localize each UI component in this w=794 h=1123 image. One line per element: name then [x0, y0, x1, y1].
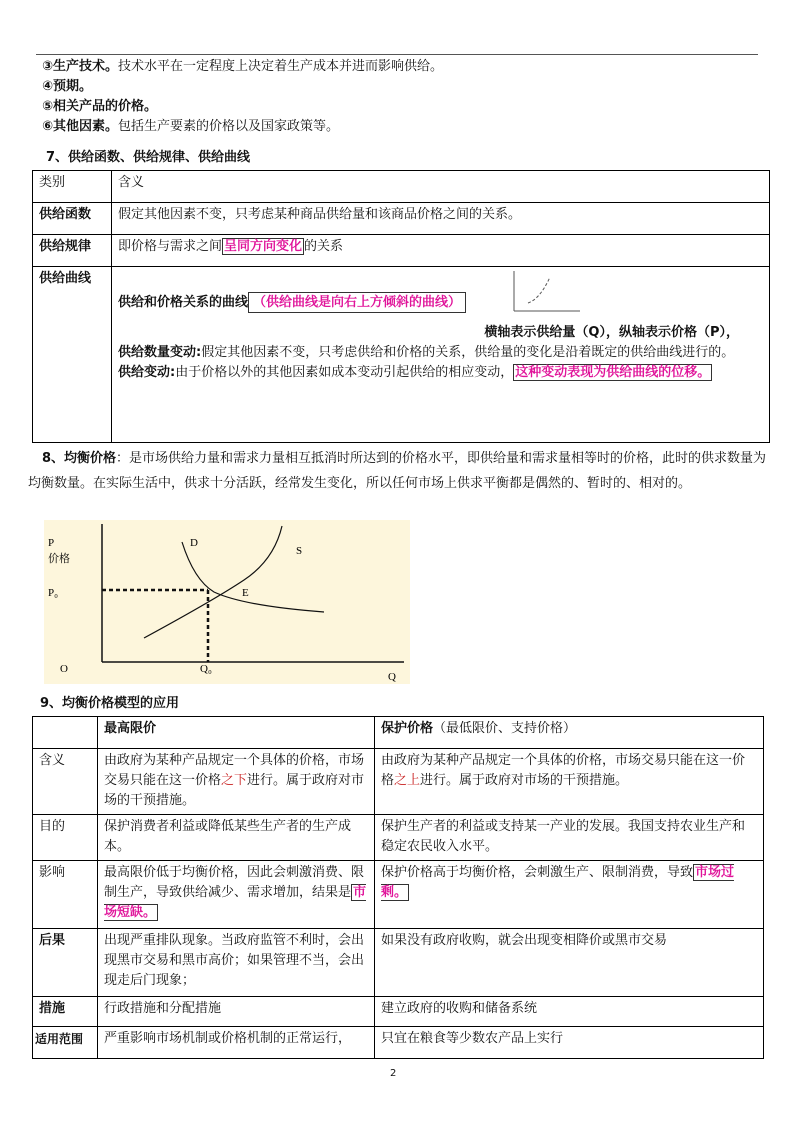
curve-relation-label: 供给和价格关系的曲线	[118, 295, 249, 310]
quantity-change: 供给数量变动:假定其他因素不变，只考虑供给和价格的关系，供给量的变化是沿着既定的供给曲线进行的。	[118, 345, 735, 360]
label-price: 价格	[48, 552, 70, 565]
row-purpose-label: 目的	[33, 815, 98, 861]
axis-note: 横轴表示供给量（Q），纵轴表示价格（P），	[484, 325, 739, 340]
curve-relation-hot: （供给曲线是向右上方倾斜的曲线）	[248, 292, 466, 313]
price-model-table	[32, 716, 764, 1059]
page-number: 2	[390, 1068, 397, 1079]
equilibrium-chart	[44, 520, 410, 684]
item-other: ⑥其他因素。包括生产要素的价格以及国家政策等。	[42, 119, 340, 134]
label-p0: P₀	[48, 587, 58, 599]
row-effect-label: 影响	[33, 861, 98, 929]
header-rule	[36, 54, 758, 55]
item-related-price: ⑤相关产品的价格。	[42, 99, 158, 114]
row-measure-label: 措施	[33, 997, 98, 1027]
max-effect: 最高限价低于均衡价格，因此会刺激消费、限制生产，导致供给减少、需求增加，结果是 市场短缺。	[98, 861, 375, 929]
section7-heading: 7、供给函数、供给规律、供给曲线	[46, 150, 251, 165]
protect-scope: 只宜在粮食等少数农产品上实行	[375, 1027, 764, 1059]
section8-paragraph: 8、均衡价格：是市场供给力量和需求力量相互抵消时所达到的价格水平，即供给量和需求量相等时的价格，此时的供求数量为均衡数量。在实际生活中，供求十分活跃，经常发生变化，所以任何市场上供求平衡都是偶然的、暂时的、相对的。	[28, 451, 767, 491]
max-meaning: 由政府为某种产品规定一个具体的价格，市场交易只能在这一价格之下进行。属于政府对市场的干预措施。	[98, 749, 375, 815]
label-s: S	[296, 545, 303, 557]
protect-purpose: 保护生产者的利益或支持某一产业的发展。我国支持农业生产和稳定农民收入水平。	[375, 815, 764, 861]
label-e: E	[242, 587, 249, 599]
item-expectation: ④预期。	[42, 79, 93, 94]
row-law-text: 即价格与需求之间 呈同方向变化 的关系	[112, 235, 770, 267]
label-p: P	[48, 537, 55, 549]
protect-measure: 建立政府的收购和储备系统	[375, 997, 764, 1027]
corner-cell	[33, 717, 98, 749]
supply-table	[32, 170, 770, 443]
mini-supply-curve-icon	[510, 269, 590, 317]
supply-change: 供给变动:由于价格以外的其他因素如成本变动引起供给的相应变动， 这种变动表现为供给曲线的位移。	[118, 365, 711, 380]
label-d: D	[190, 537, 198, 549]
item-technology: ③生产技术。技术水平在一定程度上决定着生产成本并进而影响供给。	[42, 59, 444, 74]
max-scope: 严重影响市场机制或价格机制的正常运行，	[98, 1027, 375, 1059]
header-protect-price: 保护价格（最低限价、支持价格）	[375, 717, 764, 749]
max-purpose: 保护消费者利益或降低某些生产者的生产成本。	[98, 815, 375, 861]
max-result: 出现严重排队现象。当政府监管不利时，会出现黑市交易和黑市高价；如果管理不当，会出现走后门现象；	[98, 929, 375, 997]
row-function-text: 假定其他因素不变，只考虑某种商品供给量和该商品价格之间的关系。	[112, 203, 770, 235]
protect-meaning: 由政府为某种产品规定一个具体的价格，市场交易只能在这一价格之上进行。属于政府对市场的干预措施。	[375, 749, 764, 815]
max-measure: 行政措施和分配措施	[98, 997, 375, 1027]
header-category: 类别	[33, 171, 112, 203]
header-meaning: 含义	[112, 171, 770, 203]
row-law-label: 供给规律	[33, 235, 112, 267]
protect-effect: 保护价格高于均衡价格，会刺激生产、限制消费，导致 市场过剩。	[375, 861, 764, 929]
header-max-price: 最高限价	[98, 717, 375, 749]
row-result-label: 后果	[33, 929, 98, 997]
row-curve-label: 供给曲线	[33, 267, 112, 443]
label-q0: Q₀	[200, 663, 212, 675]
section9-heading: 9、均衡价格模型的应用	[40, 696, 180, 711]
chart-background	[44, 520, 410, 684]
label-origin: O	[60, 663, 68, 675]
row-curve-content	[112, 267, 770, 443]
row-function-label: 供给函数	[33, 203, 112, 235]
protect-result: 如果没有政府收购，就会出现变相降价或黑市交易	[375, 929, 764, 997]
row-scope-label: 适用范围	[33, 1027, 98, 1059]
row-meaning-label: 含义	[33, 749, 98, 815]
label-q: Q	[388, 671, 396, 683]
